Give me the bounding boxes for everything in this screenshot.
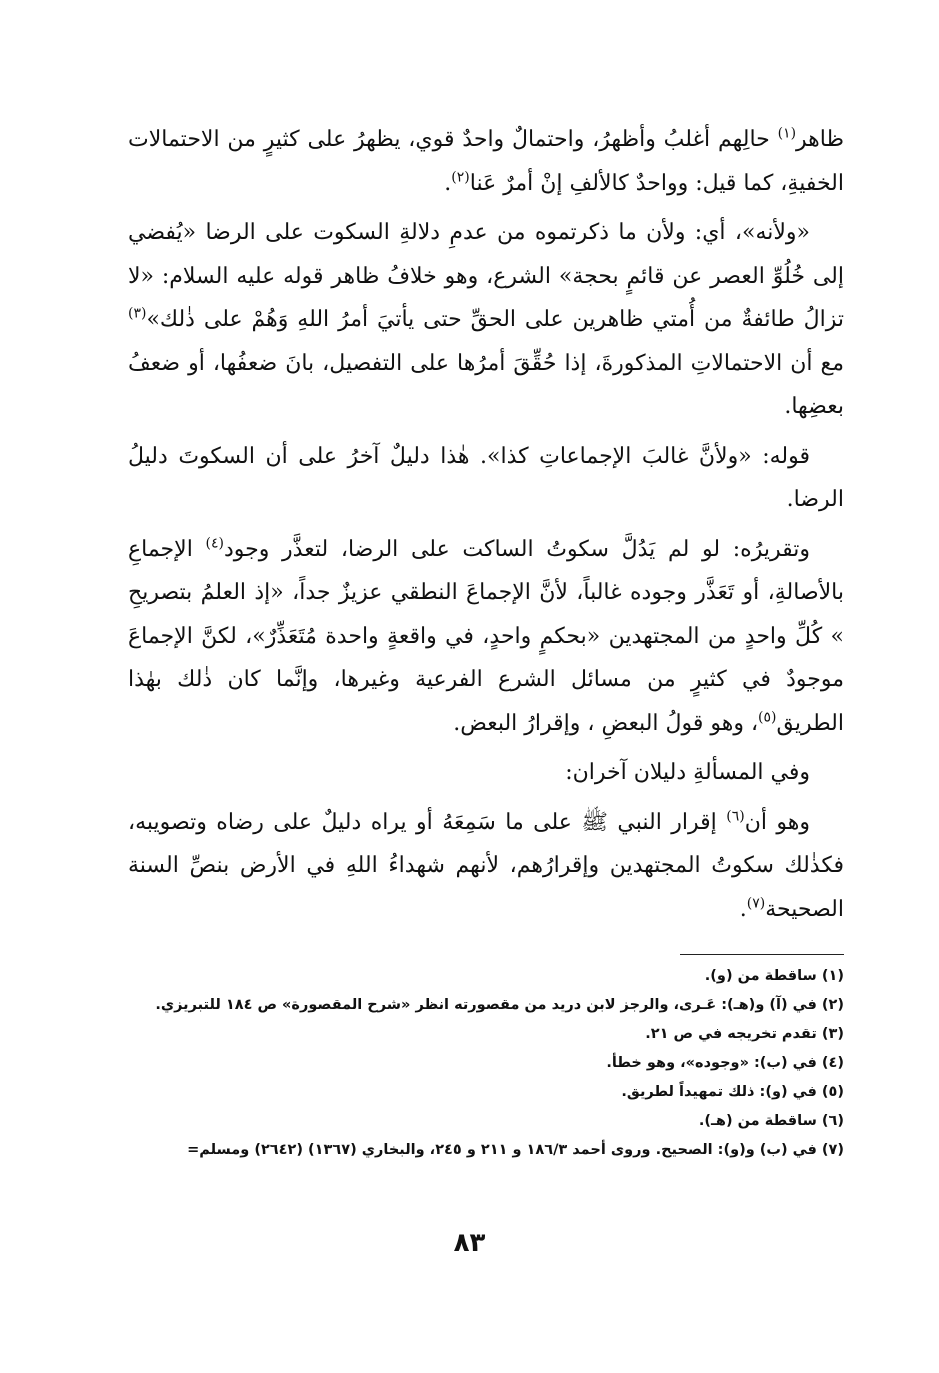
paragraph-2 — [128, 211, 844, 429]
paragraph-5 — [128, 751, 844, 795]
footnote-4: (٤) في (ب): «وجوده»، وهو خطأ. — [606, 1055, 844, 1071]
footnotes — [128, 962, 844, 1165]
text-run: وفي المسألةِ دليلان آخران: — [565, 760, 810, 785]
text-run: ، وهو قولُ البعضِ ، وإقرارُ البعض. — [453, 710, 759, 736]
text-run: . — [444, 170, 452, 196]
footnote-marker: (٣) — [128, 305, 147, 322]
text-run: قوله: «ولأنَّ غالبَ الإجماعاتِ كذا». هٰذا دليلٌ آخرُ على أن السكوتَ دليلُ الرضا. — [128, 443, 844, 512]
text-run: الإجماعِ بالأصالةِ، أو تَعَذَّر وجوده غالباً، لأنَّ الإجماعَ النطقي عزيزٌ جداً، «إذ العلمُ بتصريحِ » كُلِّ واحدٍ من المجتهدين «بحكمٍ واحدٍ، في واقعةٍ واحدة مُتَعَذِّرٌ»، لكنَّ الإجماعَ موجودٌ في كثيرٍ من مسائل الشرع الفرعية وغيرها، وإنَّما كان ذٰلك بهٰذا الطريق — [128, 536, 844, 736]
footnote-7: (٧) في (ب) و(و): الصحيح. وروى أحمد ١٨٦/٣ و ٢١١ و ٢٤٥، والبخاري (١٣٦٧) (٢٦٤٢) ومسلم= — [187, 1142, 844, 1158]
text-run: «ولأنه»، أي: ولأن ما ذكرتموه من عدمِ دلالةِ السكوت على الرضا «يُفضي إلى خُلُوِّ العصر عن قائمٍ بحجة» الشرع، وهو خلافُ ظاهر قوله عليه السلام: «لا تزالُ طائفةٌ من أُمتي ظاهرين على الحقِّ حتى يأتيَ أمرُ اللهِ وَهُمْ على ذٰلك» — [128, 220, 844, 332]
text-run: ظاهر — [796, 127, 844, 152]
page-number: ٨٣ — [453, 1228, 486, 1258]
footnote-marker: (٥) — [758, 709, 777, 726]
footnote-marker: (٧) — [746, 895, 766, 912]
footnote-2: (٢) في (آ) و(هـ): عَـرى، والرجز لابن دريد من مقصورته انظر «شرح المقصورة» ص ١٨٤ للتبريزي. — [155, 997, 844, 1013]
paragraph-4 — [128, 528, 844, 746]
text-run: وتقريرُه: لو لم يَدُلَّ سكوتُ الساكت على الرضا، لتعذَّر وجود — [223, 536, 810, 562]
text-run: حالِهم أغلبُ وأظهرُ، واحتمالٌ واحدٌ قوي، يظهرُ على كثيرٍ من الاحتمالات الخفيةِ، كما قيل: وواحدٌ كالألفِ إنْ أمرٌ عَنا — [128, 127, 844, 196]
text-run: . — [739, 896, 747, 922]
footnote-separator — [680, 954, 844, 955]
footnote-marker: (٦) — [726, 808, 745, 825]
paragraph-6 — [128, 801, 844, 932]
footnote-5: (٥) في (و): ذلك تمهيداً لطريق. — [621, 1084, 844, 1100]
main-text — [128, 118, 844, 937]
footnote-marker: (١) — [777, 125, 797, 142]
text-run: وهو أن — [744, 809, 810, 835]
footnote-marker: (٢) — [451, 169, 470, 186]
footnote-marker: (٤) — [205, 535, 224, 552]
footnote-6: (٦) ساقطة من (هـ). — [698, 1113, 844, 1129]
footnote-1: (١) ساقطة من (و). — [704, 968, 844, 984]
text-run: مع أن الاحتمالاتِ المذكورةَ، إذا حُقِّقَ أمرُها على التفصيل، بانَ ضعفُها، أو ضعفُ بعضِها. — [128, 350, 844, 419]
paragraph-3 — [128, 435, 844, 522]
text-run: إقرار النبي ﷺ على ما سَمِعَهُ أو يراه دليلٌ على رضاه وتصويبه، فكذٰلك سكوتُ المجتهدين وإقرارُهم، لأنهم شهداءُ اللهِ في الأرض بنصِّ السنة الصحيحة — [128, 809, 844, 922]
paragraph-1 — [128, 118, 844, 205]
footnote-3: (٣) تقدم تخريجه في ص ٢١. — [645, 1026, 844, 1042]
